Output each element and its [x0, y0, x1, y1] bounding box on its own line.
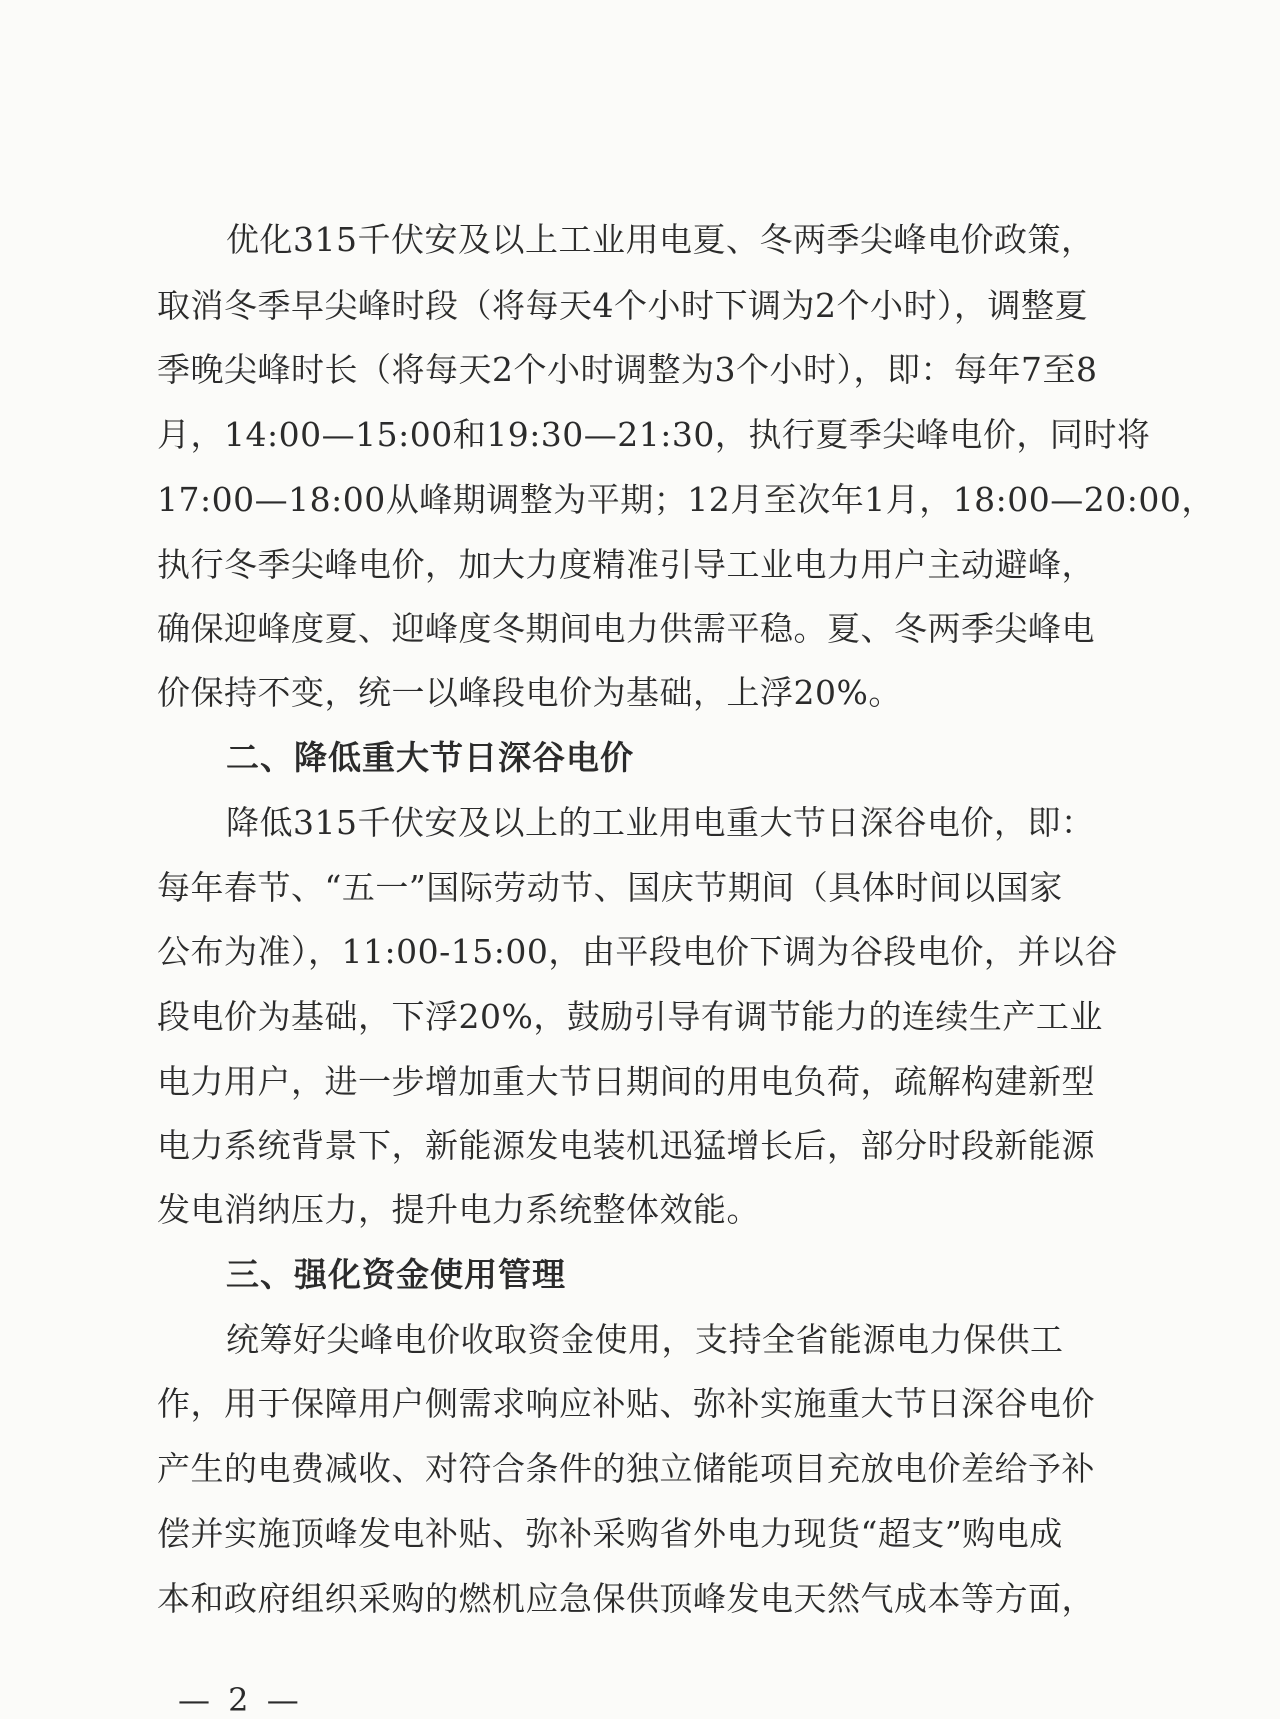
paragraph-line: 偿并实施顶峰发电补贴、弥补采购省外电力现货“超支”购电成: [157, 1514, 1063, 1553]
paragraph-line: 月，14:00—15:00和19:30—21:30，执行夏季尖峰电价，同时将: [157, 415, 1151, 454]
paragraph-line: 价保持不变，统一以峰段电价为基础，上浮20%。: [157, 673, 902, 712]
paragraph-line: 17:00—18:00从峰期调整为平期；12月至次年1月，18:00—20:00，: [157, 480, 1215, 519]
paragraph-line: 本和政府组织采购的燃机应急保供顶峰发电天然气成本等方面，: [157, 1579, 1095, 1618]
paragraph-line: 统筹好尖峰电价收取资金使用，支持全省能源电力保供工: [226, 1320, 1064, 1359]
paragraph-line: 每年春节、“五一”国际劳动节、国庆节期间（具体时间以国家: [157, 868, 1063, 907]
paragraph-line: 降低315千伏安及以上的工业用电重大节日深谷电价，即：: [226, 803, 1095, 842]
paragraph-line: 取消冬季早尖峰时段（将每天4个小时下调为2个小时），调整夏: [157, 286, 1088, 325]
section-heading: 二、降低重大节日深谷电价: [226, 738, 634, 777]
page-number: — 2 —: [178, 1681, 303, 1719]
paragraph-line: 产生的电费减收、对符合条件的独立储能项目充放电价差给予补: [157, 1449, 1095, 1488]
paragraph-line: 电力系统背景下，新能源发电装机迅猛增长后，部分时段新能源: [157, 1126, 1095, 1165]
paragraph-line: 确保迎峰度夏、迎峰度冬期间电力供需平稳。夏、冬两季尖峰电: [157, 609, 1095, 648]
paragraph-line: 优化315千伏安及以上工业用电夏、冬两季尖峰电价政策，: [226, 220, 1095, 259]
section-heading: 三、强化资金使用管理: [226, 1255, 566, 1294]
paragraph-line: 作，用于保障用户侧需求响应补贴、弥补实施重大节日深谷电价: [157, 1384, 1095, 1423]
paragraph-line: 发电消纳压力，提升电力系统整体效能。: [157, 1190, 760, 1229]
paragraph-line: 电力用户，进一步增加重大节日期间的用电负荷，疏解构建新型: [157, 1062, 1095, 1101]
paragraph-line: 公布为准），11:00-15:00，由平段电价下调为谷段电价，并以谷: [157, 932, 1118, 971]
paragraph-line: 执行冬季尖峰电价，加大力度精准引导工业电力用户主动避峰，: [157, 545, 1095, 584]
paragraph-line: 段电价为基础，下浮20%，鼓励引导有调节能力的连续生产工业: [157, 997, 1103, 1036]
paragraph-line: 季晚尖峰时长（将每天2个小时调整为3个小时），即：每年7至8: [157, 350, 1098, 389]
